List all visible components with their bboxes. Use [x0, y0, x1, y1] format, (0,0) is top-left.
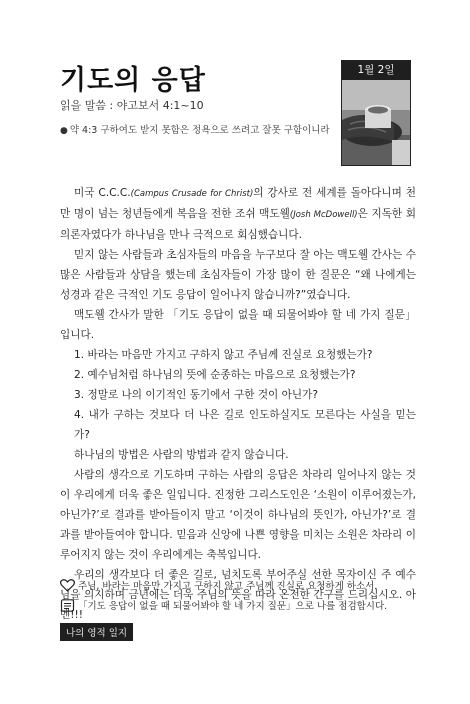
- paragraph-4: 하나님의 방법은 사람의 방법과 같지 않습니다.: [74, 449, 289, 461]
- key-verse: [60, 122, 330, 136]
- paragraph-1: 미국 C.C.C.(Campus Crusade for Christ)의 강사로 전 세계를 돌아다니며 천 만 명이 넘는 청년들에게 복음을 전한 조쉬 맥도웰(Josh McDowell)은 지독한 회의론자였다가 하나님을 만나 극적으로 회심했습니다.: [60, 187, 416, 241]
- paragraph-6: 우리의 생각보다 더 좋은 길로, 넘치도록 부어주실 선한 목자이신 주 예수님을 의지하며 금년에는 더욱 주님의 뜻을 따라 온전한 간구를 드리십시오. 아멘!!!: [60, 569, 416, 621]
- question-item-1: 1. 바라는 마음만 가지고 구하지 않고 주님께 진실로 요청했는가?: [74, 349, 373, 361]
- photo-hands-with-tea: [342, 80, 410, 165]
- journal-label: 나의 영적 일지: [60, 623, 133, 641]
- paragraph-5: 사람의 생각으로 기도하며 구하는 사람의 응답은 차라리 일어나지 않는 것이 우리에게 더욱 좋은 일입니다. 진정한 그리스도인은 ‘소원이 이루어졌는가, 아닌가?’로 결과를 받아들이지 말고 ‘이것이 하나님의 뜻인가, 아닌가?’로 결과를 받아들여야 합니다. 믿음과 신앙에 나쁜 영향을 미치는 소원은 차라리 이루어지지 않는 것이 우리에게는 축복입니다.: [60, 469, 416, 561]
- date-box: [341, 60, 411, 166]
- action-text: 「기도 응답이 없을 때 되물어봐야 할 네 가지 질문」으로 나를 점검합시다.: [78, 601, 388, 612]
- key-verse-text: 약 4:3 구하여도 받지 못함은 정욕으로 쓰려고 잘못 구함이니라: [69, 125, 330, 136]
- question-item-3: 3. 정말로 나의 이기적인 동기에서 구한 것이 아닌가?: [74, 389, 318, 401]
- heart-icon: [60, 579, 75, 592]
- devotional-body: [60, 183, 416, 625]
- scripture-reading: 읽을 말씀 : 야고보서 4:1~10: [60, 99, 204, 112]
- checklist-icon: [60, 599, 75, 612]
- page-title: 기도의 응답: [60, 65, 206, 96]
- date-label: 1월 2일: [342, 61, 410, 80]
- prayer-text: 주님, 바라는 마음만 가지고 구하지 않고 주님께 진실로 요청하게 하소서.: [78, 581, 378, 592]
- prayer-line: [60, 578, 377, 592]
- question-item-2: 2. 예수님처럼 하나님의 뜻에 순종하는 마음으로 요청했는가?: [74, 369, 356, 381]
- action-line: [60, 598, 387, 612]
- paragraph-3: 맥도웰 간사가 말한 「기도 응답이 없을 때 되물어봐야 할 네 가지 질문」입니다.: [60, 309, 416, 341]
- bullet-icon: ●: [60, 126, 68, 136]
- paragraph-2: 믿지 않는 사람들과 초심자들의 마음을 누구보다 잘 아는 맥도웰 간사는 수많은 사람들과 상담을 했는데 초심자들이 가장 많이 한 질문은 “왜 나에게는 성경과 같은 극적인 기도 응답이 일어나지 않습니까?”였습니다.: [60, 249, 416, 301]
- question-item-4: 4. 내가 구하는 것보다 더 나은 길로 인도하실지도 모른다는 사실을 믿는가?: [74, 409, 416, 441]
